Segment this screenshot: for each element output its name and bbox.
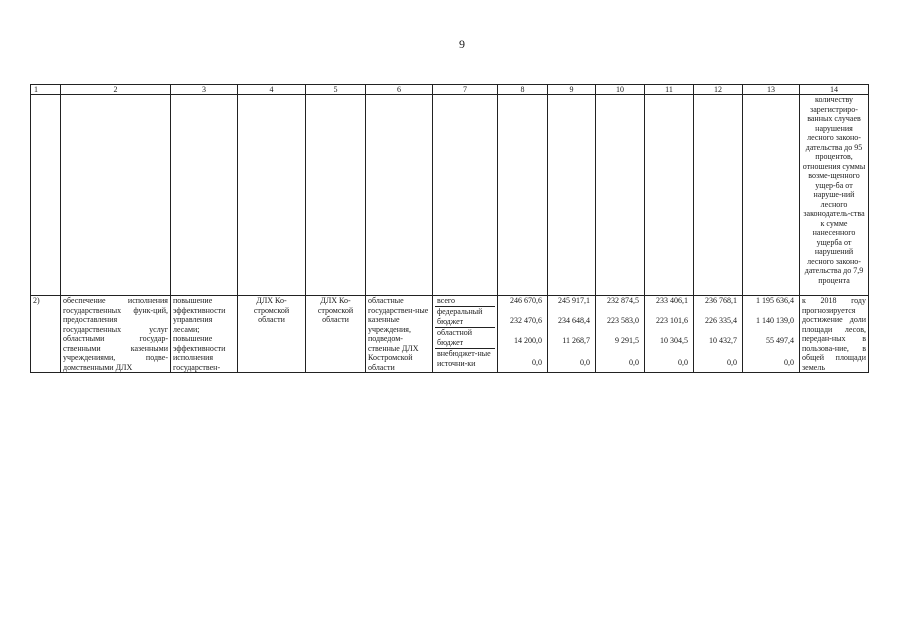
value-cell-col8 bbox=[498, 296, 548, 373]
header-cell: 10 bbox=[596, 85, 645, 95]
table-cell bbox=[306, 95, 366, 296]
header-cell: 13 bbox=[743, 85, 800, 95]
expected-results-cell: к 2018 году прогнозируется достижение доли площади лесов, передан-ных в пользова-ние, в общей площади земель bbox=[800, 296, 869, 373]
source-extrabudget: внебюджет-ные источни-ки bbox=[437, 349, 491, 368]
value-cell-col10 bbox=[596, 296, 645, 373]
value-total: 1 195 636,4 bbox=[756, 296, 794, 305]
participants-cell: областные государствен-ные казенные учреждения, подведом-ственные ДЛХ Костромской области bbox=[366, 296, 433, 373]
expected-results-cell: количеству зарегистриро-ванных случаев нарушения лесного законо-дательства до 95 процентов, отношения суммы возме-щенного ущер-ба от наруше-ний лесного законодатель-ства к сумме нанесенного ущерба от нарушений лесного законо-дательства до 7,9 процента bbox=[800, 95, 869, 296]
value-extrabudget: 0,0 bbox=[784, 358, 794, 367]
value-extrabudget: 0,0 bbox=[580, 358, 590, 367]
header-cell: 8 bbox=[498, 85, 548, 95]
source-total: всего bbox=[435, 296, 495, 307]
header-cell: 12 bbox=[694, 85, 743, 95]
value-regional: 11 268,7 bbox=[562, 336, 590, 345]
header-cell: 9 bbox=[548, 85, 596, 95]
value-extrabudget: 0,0 bbox=[727, 358, 737, 367]
table-row bbox=[31, 296, 869, 373]
value-regional: 55 497,4 bbox=[766, 336, 794, 345]
value-extrabudget: 0,0 bbox=[678, 358, 688, 367]
header-cell: 11 bbox=[645, 85, 694, 95]
source-regional: областной бюджет bbox=[435, 328, 495, 349]
value-regional: 10 304,5 bbox=[660, 336, 688, 345]
table-cell bbox=[694, 95, 743, 296]
table-cell bbox=[31, 95, 61, 296]
program-table bbox=[30, 84, 869, 373]
coexecutor-cell: ДЛХ Ко-стромской области bbox=[306, 296, 366, 373]
header-cell: 5 bbox=[306, 85, 366, 95]
value-federal: 223 583,0 bbox=[607, 316, 639, 325]
value-regional: 10 432,7 bbox=[709, 336, 737, 345]
header-cell: 1 bbox=[31, 85, 61, 95]
value-total: 233 406,1 bbox=[656, 296, 688, 305]
value-federal: 232 470,6 bbox=[510, 316, 542, 325]
value-federal: 223 101,6 bbox=[656, 316, 688, 325]
value-regional: 9 291,5 bbox=[615, 336, 639, 345]
header-cell: 6 bbox=[366, 85, 433, 95]
table-cell bbox=[61, 95, 171, 296]
value-total: 246 670,6 bbox=[510, 296, 542, 305]
table-cell bbox=[645, 95, 694, 296]
row-number: 2) bbox=[31, 296, 61, 373]
funding-sources-cell bbox=[433, 296, 498, 373]
value-cell-col12 bbox=[694, 296, 743, 373]
goal-cell: повышение эффективности управления лесами; повышение эффективности исполнения государствен- bbox=[171, 296, 238, 373]
table-cell bbox=[171, 95, 238, 296]
header-cell: 3 bbox=[171, 85, 238, 95]
value-federal: 234 648,4 bbox=[558, 316, 590, 325]
value-cell-col9 bbox=[548, 296, 596, 373]
value-cell-col11 bbox=[645, 296, 694, 373]
value-regional: 14 200,0 bbox=[514, 336, 542, 345]
value-cell-col13 bbox=[743, 296, 800, 373]
value-federal: 226 335,4 bbox=[705, 316, 737, 325]
table-cell bbox=[548, 95, 596, 296]
table-cell bbox=[366, 95, 433, 296]
continued-row bbox=[31, 95, 869, 296]
value-total: 245 917,1 bbox=[558, 296, 590, 305]
responsible-executor-cell: ДЛХ Ко-стромской области bbox=[238, 296, 306, 373]
value-extrabudget: 0,0 bbox=[532, 358, 542, 367]
header-cell: 14 bbox=[800, 85, 869, 95]
header-cell: 2 bbox=[61, 85, 171, 95]
header-cell: 4 bbox=[238, 85, 306, 95]
table-cell bbox=[596, 95, 645, 296]
source-federal: федеральный бюджет bbox=[435, 307, 495, 328]
table-cell bbox=[498, 95, 548, 296]
header-row bbox=[31, 85, 869, 95]
value-extrabudget: 0,0 bbox=[629, 358, 639, 367]
page-number: 9 bbox=[459, 37, 465, 51]
table-cell bbox=[743, 95, 800, 296]
value-federal: 1 140 139,0 bbox=[756, 316, 794, 325]
value-total: 236 768,1 bbox=[705, 296, 737, 305]
value-total: 232 874,5 bbox=[607, 296, 639, 305]
table-cell bbox=[238, 95, 306, 296]
table-cell bbox=[433, 95, 498, 296]
header-cell: 7 bbox=[433, 85, 498, 95]
measure-name-cell: обеспечение исполнения государственных функ-ций, предоставления государственных услуг областными государ-ственными казенными учреждениями, подве-домственными ДЛХ bbox=[61, 296, 171, 373]
